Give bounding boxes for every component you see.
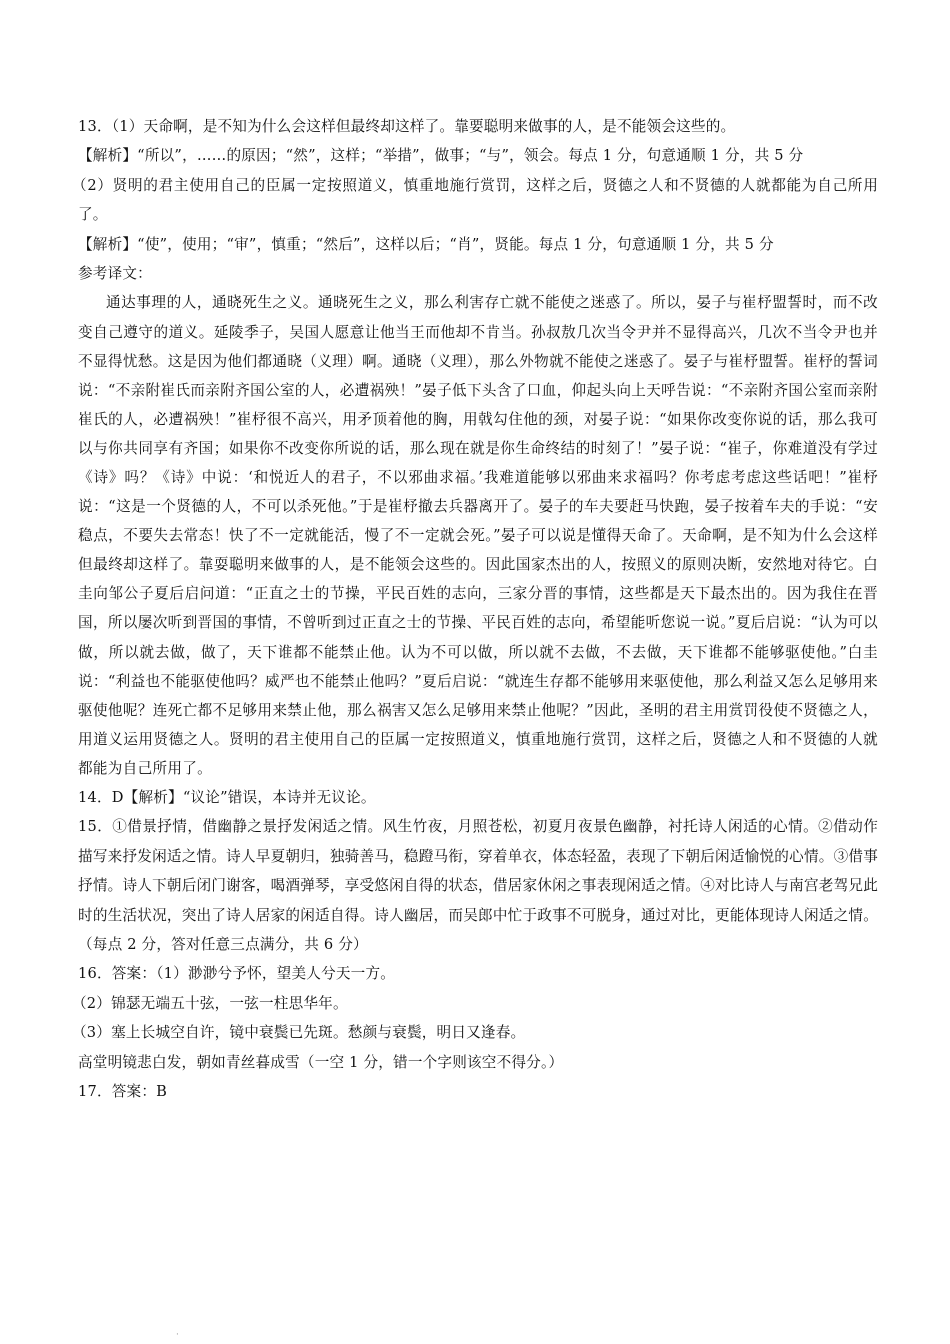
q13-answer-2: （2）贤明的君主使用自己的臣属一定按照道义，慎重地施行赏罚，这样之后，贤德之人和不贤德的人就都能为自己所用了。 (72, 176, 878, 224)
q16-answer-4: 高堂明镜悲白发，朝如青丝暮成雪（一空 1 分，错一个字则该空不得分。） (78, 1053, 564, 1071)
q13-answer-1: 13．（1）天命啊，是不知为什么会这样但最终却这样了。靠要聪明来做事的人，是不能领会这些的。 (78, 118, 736, 135)
answer-page (72, 112, 878, 1107)
q16-answer-2: （2）锦瑟无端五十弦，一弦一柱思华年。 (72, 994, 348, 1012)
q13-analysis-2: 【解析】“使”，使用；“审”，慎重；“然后”，这样以后；“肖”，贤能。每点 1 分，句意通顺 1 分，共 5 分 (78, 235, 774, 253)
q16-answer-3: （3）塞上长城空自许，镜中衰鬓已先斑。愁颜与衰鬓，明日又逢春。 (72, 1024, 526, 1042)
q15-answer: 15．①借景抒情，借幽静之景抒发闲适之情。风生竹夜，月照苍松，初夏月夜景色幽静，衬托诗人闲适的心情。②借动作描写来抒发闲适之情。诗人早夏朝归，独骑善马，稳蹬马衔，穿着单衣，体态轻盈，表现了下朝后闲适愉悦的心情。③借事抒情。诗人下朝后闭门谢客，喝酒弹琴，享受悠闲自得的状态，借居家休闲之事表现闲适之情。④对比诗人与南宫老驾兄此时的生活状况，突出了诗人居家的闲适自得。诗人幽居，而吴郎中忙于政事不可脱身，通过对比，更能体现诗人闲适之情。（每点 2 分，答对任意三点满分，共 6 分） (78, 818, 878, 954)
reference-translation: 通达事理的人，通晓死生之义。通晓死生之义，那么利害存亡就不能使之迷惑了。所以，晏子与崔杼盟誓时，而不改变自己遵守的道义。延陵季子，吴国人愿意让他当王而他却不肯当。孙叔敖几次当令尹并不显得高兴，几次不当令尹也并不显得忧愁。这是因为他们都通晓（义理）啊。通晓（义理），那么外物就不能使之迷惑了。晏子与崔杼盟誓。崔杼的誓词说：“不亲附崔氏而亲附齐国公室的人，必遭祸殃！”晏子低下头含了口血，仰起头向上天呼告说：“不亲附齐国公室而亲附崔氏的人，必遭祸殃！”崔杼很不高兴，用矛顶着他的胸，用戟勾住他的颈，对晏子说：“如果你改变你说的话，那么我可以与你共同享有齐国；如果你不改变你所说的话，那么现在就是你生命终结的时刻了！”晏子说：“崔子，你难道没有学过《诗》吗？《诗》中说：‘和悦近人的君子，不以邪曲求福。’我难道能够以邪曲来求福吗？你考虑考虑这些话吧！”崔杼说：“这是一个贤德的人，不可以杀死他。”于是崔杼撤去兵器离开了。晏子的车夫要赶马快跑，晏子按着车夫的手说：“安稳点，不要失去常态！快了不一定就能活，慢了不一定就会死。”晏子可以说是懂得天命了。天命啊，是不知为什么会这样但最终却这样了。靠耍聪明来做事的人，是不能领会这些的。因此国家杰出的人，按照义的原则决断，安然地对待它。白圭向邹公子夏后启问道：“正直之士的节操，平民百姓的志向，三家分晋的事情，这些都是天下最杰出的。因为我住在晋国，所以屡次听到晋国的事情，不曾听到过正直之士的节操、平民百姓的志向，希望能听您说一说。”夏后启说：“认为可以做，所以就去做，做了，天下谁都不能禁止他。认为不可以做，所以就不去做，不去做，天下谁都不能够驱使他。”白圭说：“利益也不能驱使他吗？威严也不能禁止他吗？”夏后启说：“就连生存都不能够用来驱使他，那么利益又怎么足够用来驱使他呢？连死亡都不足够用来禁止他，那么祸害又怎么足够用来禁止他呢？”因此，圣明的君主用赏罚役使不贤德之人，用道义运用贤德之人。贤明的君主使用自己的臣属一定按照道义，慎重地施行赏罚，这样之后，贤德之人和不贤德的人就都能为自己所用了。 (78, 294, 878, 777)
q17-answer: 17．答案：B (78, 1083, 168, 1101)
footer-mark: · (176, 1330, 179, 1340)
q14-answer: 14．D【解析】“议论”错误，本诗并无议论。 (78, 789, 376, 807)
reference-translation-label: 参考译文： (78, 265, 152, 283)
q16-answer-1: 16．答案：（1）渺渺兮予怀，望美人兮天一方。 (78, 965, 396, 983)
q13-analysis-1: 【解析】“所以”，……的原因；“然”，这样；“举措”，做事；“与”，领会。每点 1 分，句意通顺 1 分，共 5 分 (78, 147, 804, 165)
